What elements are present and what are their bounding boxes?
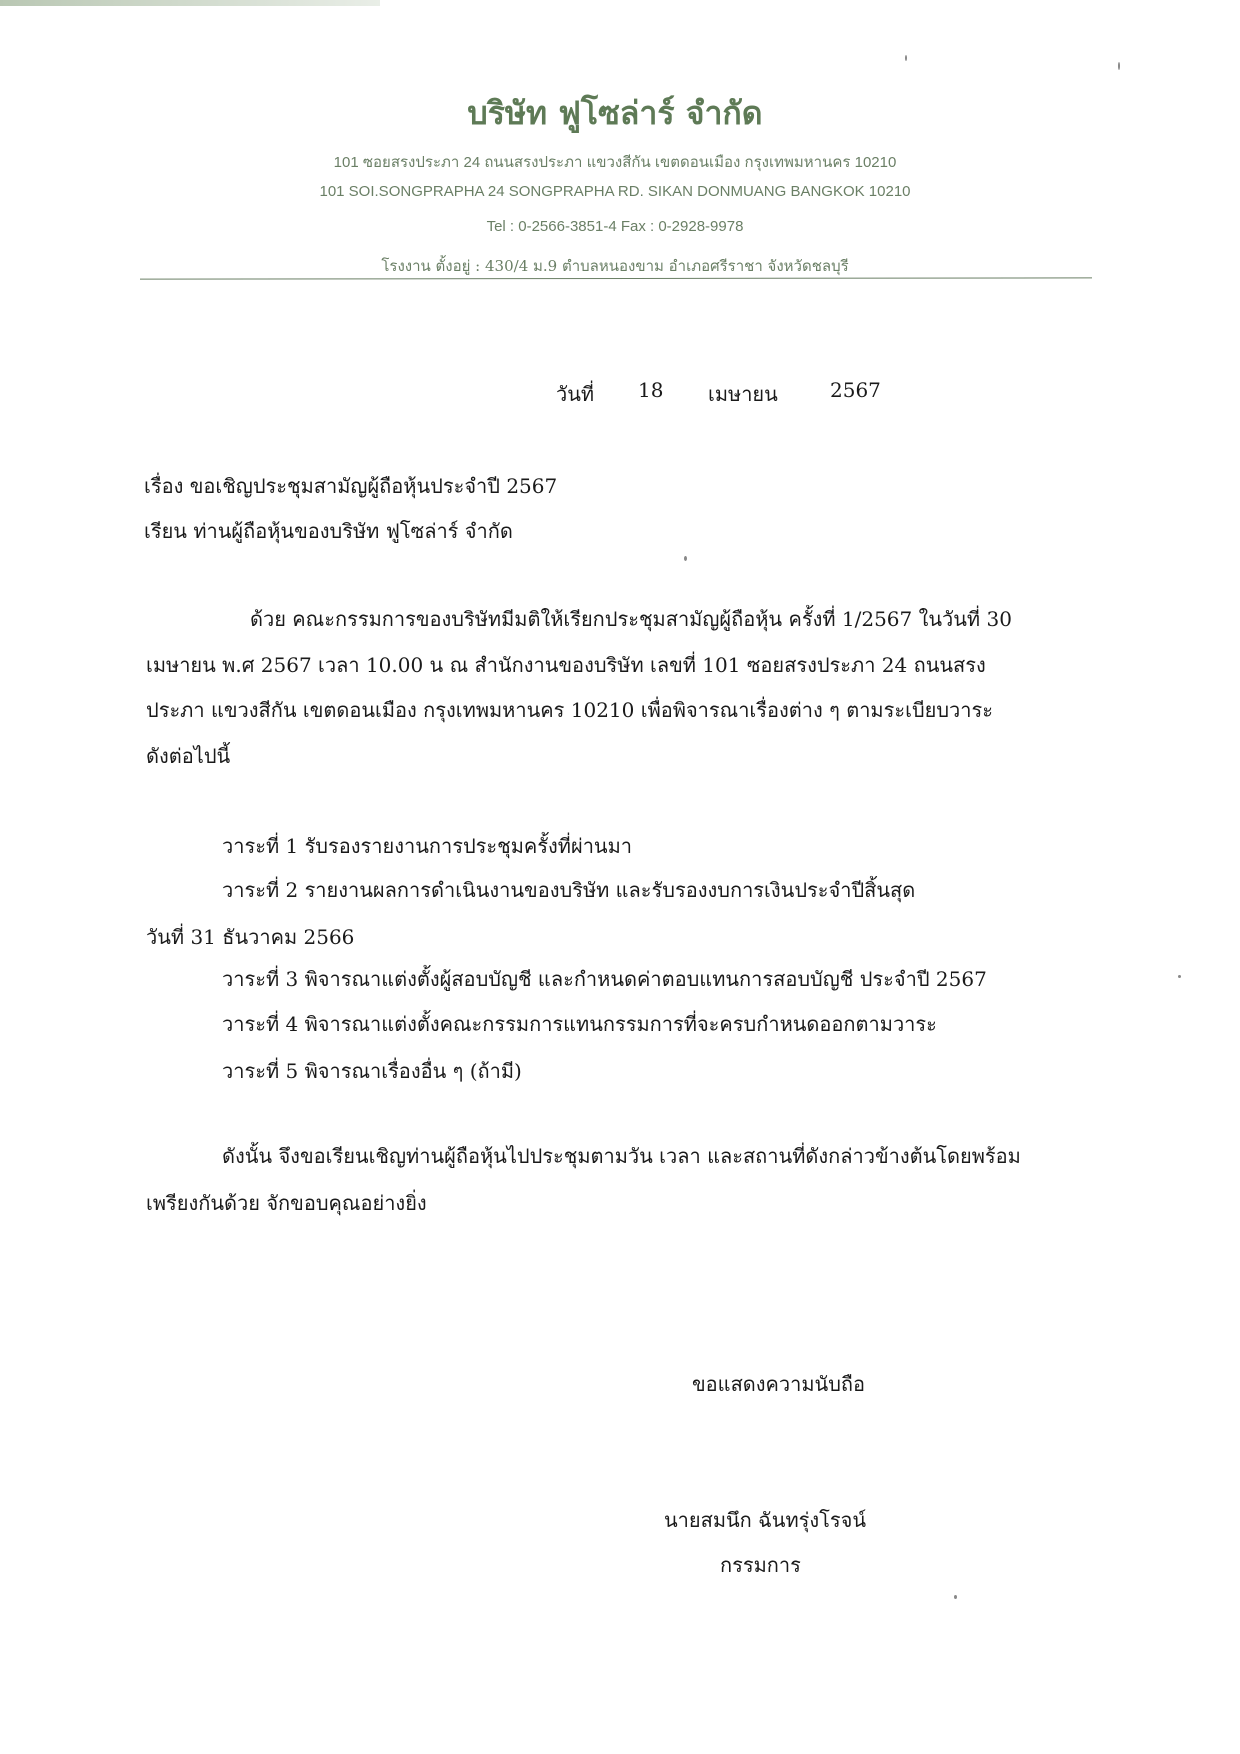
agenda-item-2: วาระที่ 2 รายงานผลการดำเนินงานของบริษัท และรับรองงบการเงินประจำปีสิ้นสุด	[222, 878, 916, 902]
tel-fax: Tel : 0-2566-3851-4 Fax : 0-2928-9978	[486, 218, 744, 235]
closing-salutation: ขอแสดงความนับถือ	[692, 1372, 866, 1396]
scan-speck	[905, 55, 907, 61]
paragraph-line: ด้วย คณะกรรมการของบริษัทมีมติให้เรียกประชุมสามัญผู้ถือหุ้น ครั้งที่ 1/2567 ในวันที่ 30	[250, 607, 1012, 631]
scan-speck	[1118, 62, 1120, 70]
agenda-item-4: วาระที่ 4 พิจารณาแต่งตั้งคณะกรรมการแทนกรรมการที่จะครบกำหนดออกตามวาระ	[222, 1012, 937, 1036]
date-label: วันที่	[556, 382, 595, 406]
scan-speck	[954, 1595, 957, 1599]
agenda-item-3: วาระที่ 3 พิจารณาแต่งตั้งผู้สอบบัญชี และกำหนดค่าตอบแทนการสอบบัญชี ประจำปี 2567	[222, 967, 987, 991]
date-year: 2567	[830, 378, 881, 402]
factory-address: โรงงาน ตั้งอยู่ : 430/4 ม.9 ตำบลหนองขาม อำเภอศรีราชา จังหวัดชลบุรี	[381, 257, 849, 275]
date-month: เมษายน	[708, 382, 778, 406]
agenda-item-5: วาระที่ 5 พิจารณาเรื่องอื่น ๆ (ถ้ามี)	[222, 1059, 522, 1083]
conclusion-line: เพรียงกันด้วย จักขอบคุณอย่างยิ่ง	[146, 1191, 427, 1215]
conclusion-line: ดังนั้น จึงขอเรียนเชิญท่านผู้ถือหุ้นไปประชุมตามวัน เวลา และสถานที่ดังกล่าวข้างต้นโดยพร้อม	[222, 1144, 1021, 1168]
agenda-item-2-continuation: วันที่ 31 ธันวาคม 2566	[146, 925, 355, 949]
recipient-line: เรียน ท่านผู้ถือหุ้นของบริษัท ฟูโซล่าร์ จำกัด	[144, 519, 513, 543]
signatory-name: นายสมนึก ฉันทรุ่งโรจน์	[664, 1508, 867, 1532]
scan-speck	[684, 556, 687, 561]
address-thai: 101 ซอยสรงประภา 24 ถนนสรงประภา แขวงสีกัน เขตดอนเมือง กรุงเทพมหานคร 10210	[333, 154, 897, 171]
subject-line: เรื่อง ขอเชิญประชุมสามัญผู้ถือหุ้นประจำปี 2567	[144, 474, 558, 498]
paragraph-line: ดังต่อไปนี้	[146, 744, 231, 768]
date-day: 18	[638, 378, 664, 402]
paragraph-line: ประภา แขวงสีกัน เขตดอนเมือง กรุงเทพมหานคร 10210 เพื่อพิจารณาเรื่องต่าง ๆ ตามระเบียบวาระ	[146, 698, 993, 722]
signatory-title: กรรมการ	[720, 1553, 801, 1577]
scan-speck	[1178, 975, 1181, 978]
paragraph-line: เมษายน พ.ศ 2567 เวลา 10.00 น ณ สำนักงานของบริษัท เลขที่ 101 ซอยสรงประภา 24 ถนนสรง	[146, 653, 986, 677]
agenda-item-1: วาระที่ 1 รับรองรายงานการประชุมครั้งที่ผ่านมา	[222, 834, 633, 858]
address-english: 101 SOI.SONGPRAPHA 24 SONGPRAPHA RD. SIKAN DONMUANG BANGKOK 10210	[319, 183, 911, 200]
scan-edge-mark	[0, 0, 380, 6]
letterhead-divider	[140, 277, 1092, 279]
company-name: บริษัท ฟูโซล่าร์ จำกัด	[467, 94, 763, 132]
